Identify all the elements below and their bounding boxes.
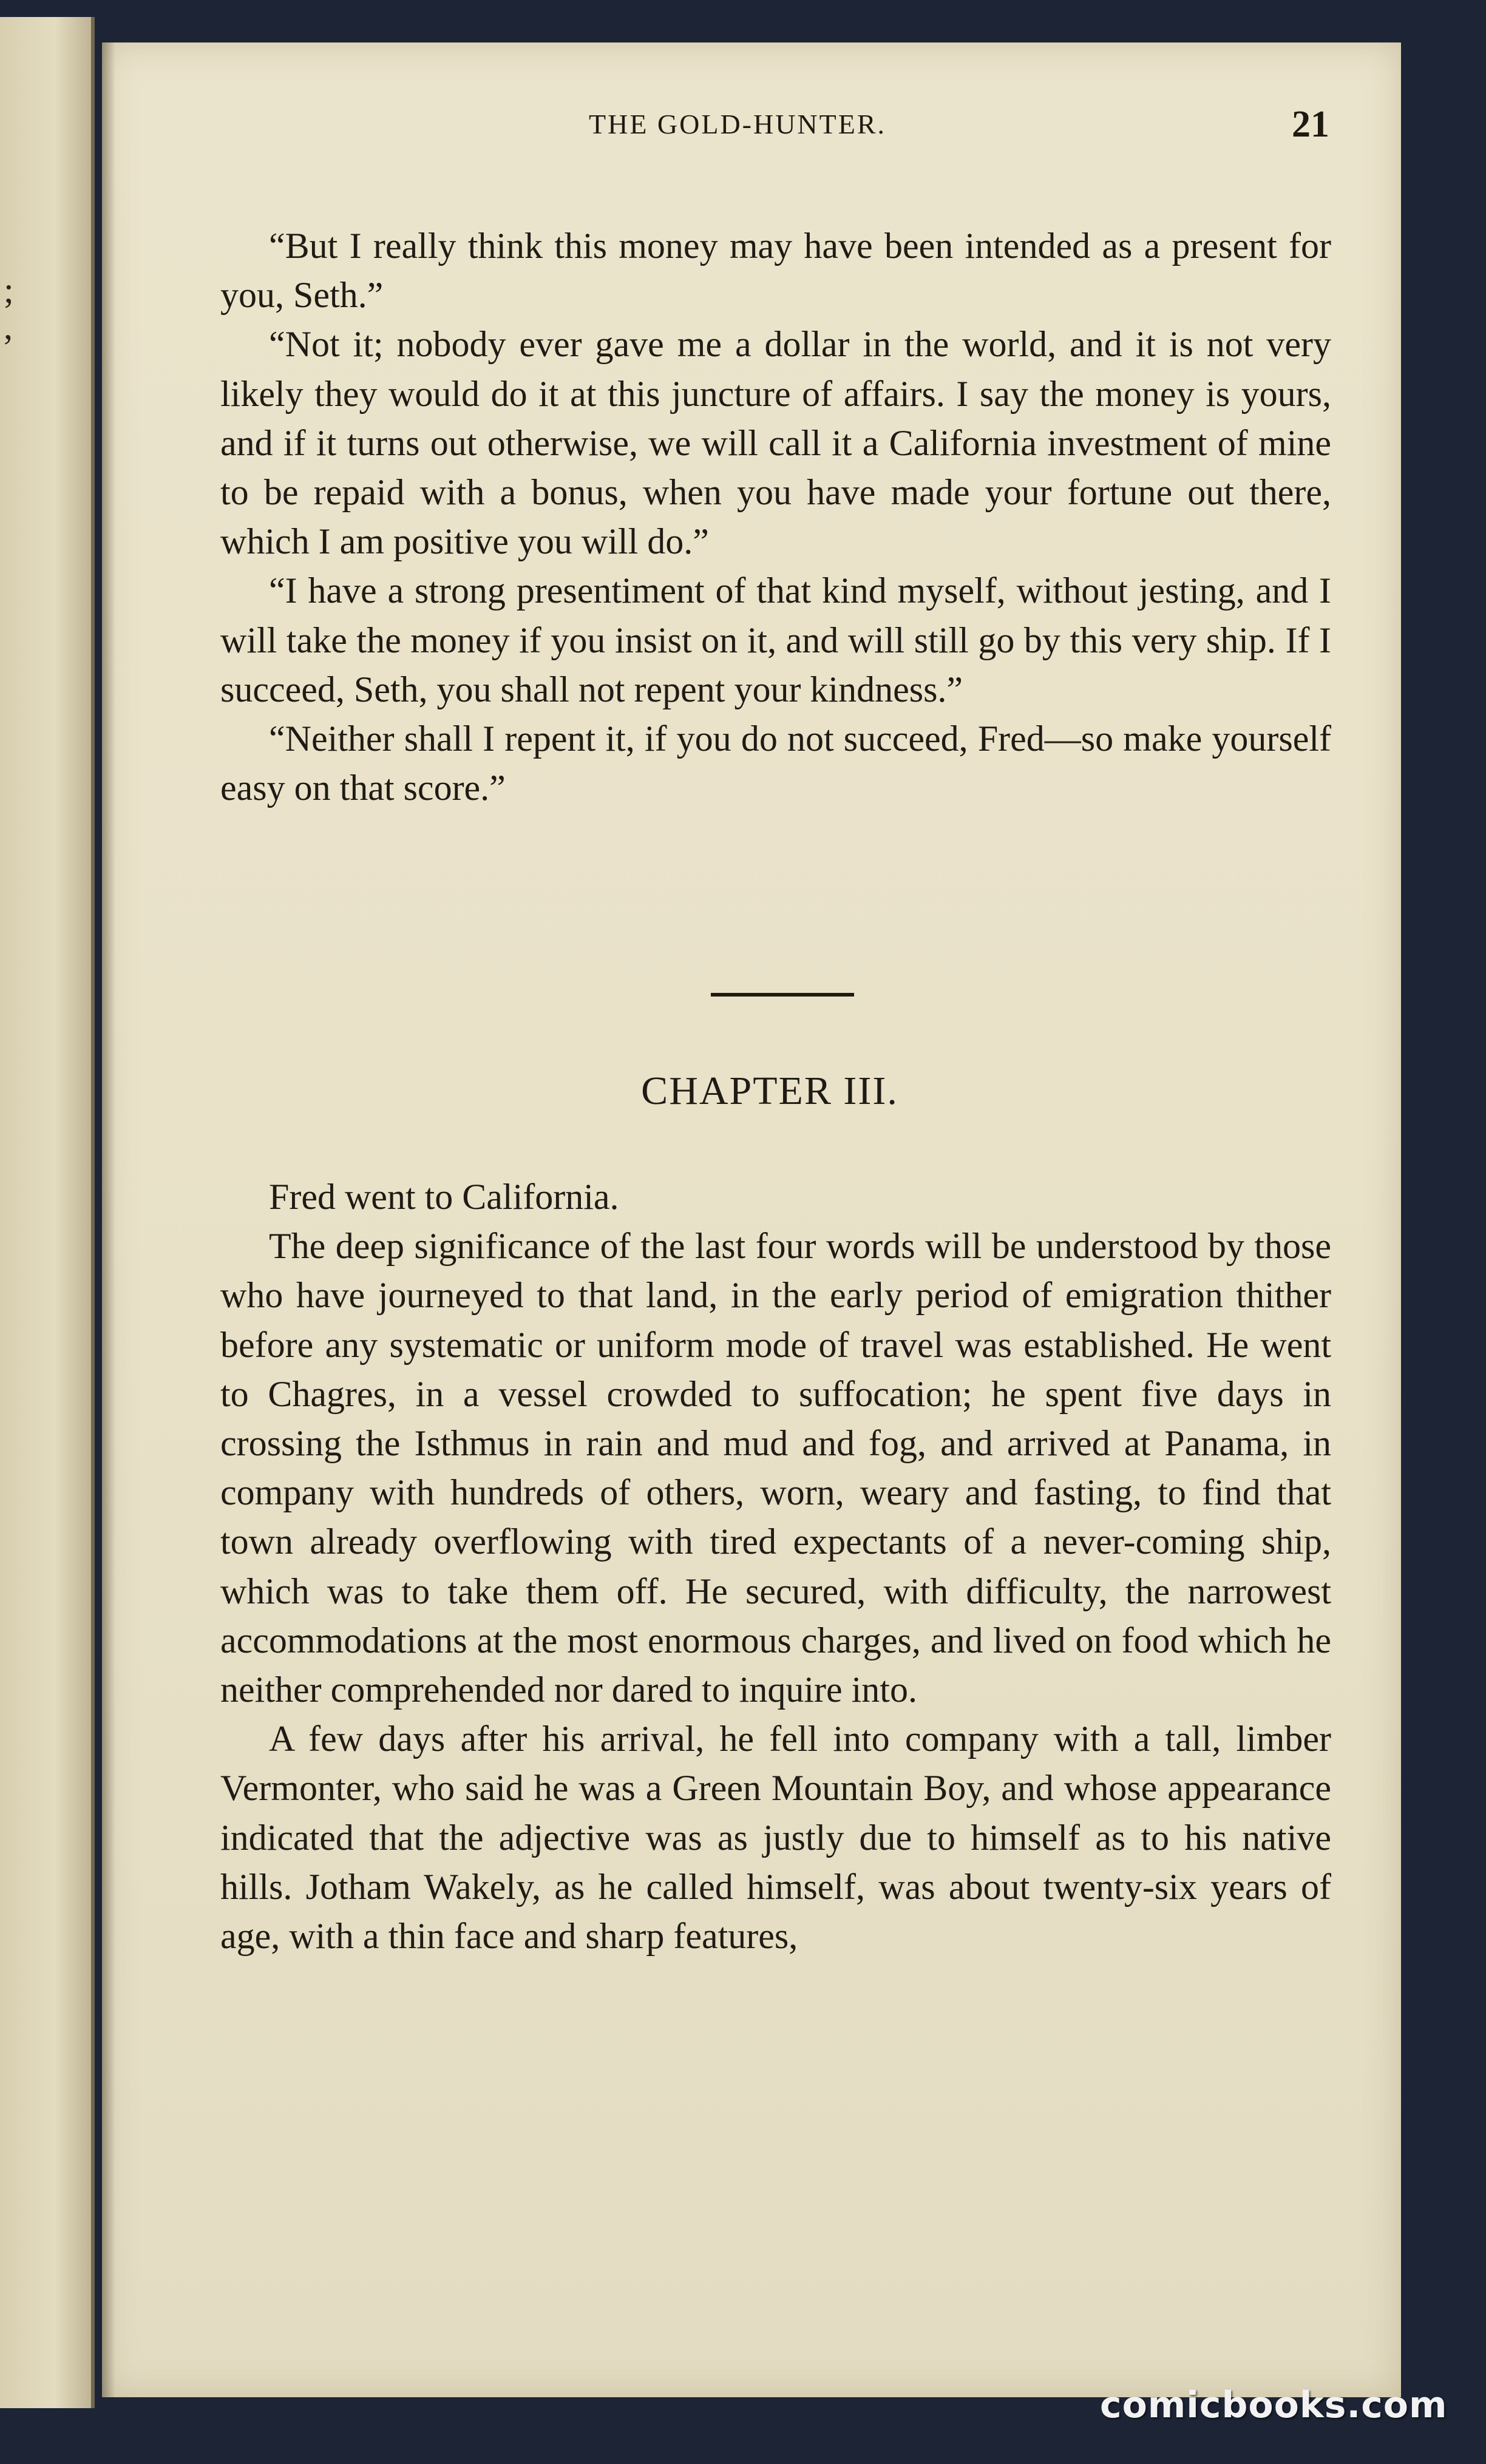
facing-page-marks: ; ,	[4, 270, 14, 347]
running-title: THE GOLD-HUNTER.	[589, 109, 887, 140]
running-head	[102, 104, 1401, 157]
paragraph: The deep significance of the last four words will be understood by those who have journeyed to that land, in the early period of emigration thither before any systematic or uniform mode of travel was established. He went to Chagres, in a vessel crowded to suffocation; he spent five days in crossing the Isthmus in rain and mud and fog, and arrived at Panama, in company with hundreds of others, worn, weary and fasting, to find that town already overflowing with tired expectants of a never-coming ship, which was to take them off. He secured, with difficulty, the narrowest accommodations at the most enormous charges, and lived on food which he neither comprehended nor dared to inquire into.	[220, 1226, 1331, 1710]
paragraph: A few days after his arrival, he fell into company with a tall, limber Vermonter, who said he was a Green Mountain Boy, and whose appearance indicated that the adjective was as justly due to himself as to his native hills. Jotham Wakely, as he called himself, was about twenty-six years of age, with a thin face and sharp features,	[220, 1719, 1331, 1957]
book-page	[102, 42, 1401, 2397]
page-spine-shadow	[102, 42, 115, 2397]
paragraph: “Not it; nobody ever gave me a dollar in the world, and it is not very likely they would do it at this juncture of affairs. I say the money is yours, and if it turns out otherwise, we will call it a California investment of mine to be repaid with a bonus, when you have made your fortune out there, which I am positive you will do.”	[220, 324, 1331, 562]
paragraph: “Neither shall I repent it, if you do not succeed, Fred—so make yourself easy on that score.”	[220, 719, 1331, 808]
paragraph: “But I really think this money may have been intended as a present for you, Seth.”	[220, 226, 1331, 316]
facing-page-edge	[0, 17, 95, 2408]
chapter-heading: CHAPTER III.	[641, 1069, 898, 1113]
section-divider	[711, 993, 854, 997]
page-number: 21	[1292, 104, 1329, 145]
paragraph: Fred went to California.	[269, 1177, 619, 1217]
chapter-text	[220, 1173, 1331, 1961]
paragraph: “I have a strong presentiment of that kind myself, without jesting, and I will take the money if you insist on it, and will still go by this very ship. If I succeed, Seth, you shall not repent your kindness.”	[220, 570, 1331, 709]
dialogue-text	[220, 222, 1331, 813]
watermark: comicbooks.com	[1100, 2384, 1448, 2426]
